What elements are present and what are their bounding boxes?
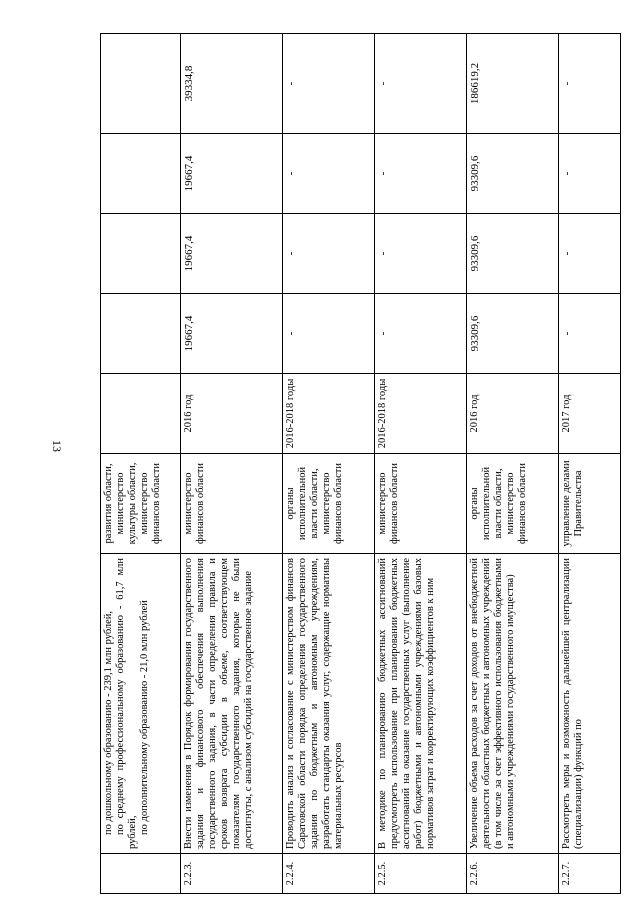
value-3: 19667,4 xyxy=(181,134,283,214)
table-row xyxy=(559,34,621,894)
executor: министерство финансов области xyxy=(181,454,283,554)
value-3 xyxy=(101,134,181,214)
value-total: - xyxy=(375,34,467,134)
value-3: - xyxy=(375,134,467,214)
row-number xyxy=(101,854,181,894)
value-1: - xyxy=(559,294,621,374)
value-2 xyxy=(101,214,181,294)
executor: развития области, министерство культуры области, министерство финансов области xyxy=(101,454,181,554)
value-1: - xyxy=(375,294,467,374)
value-2: 19667,4 xyxy=(181,214,283,294)
measure-name: Рассмотреть меры и возможность дальнейшей централизации (специализации) функций по xyxy=(559,554,621,854)
row-number: 2.2.6. xyxy=(467,854,559,894)
row-number: 2.2.5. xyxy=(375,854,467,894)
table-row xyxy=(283,34,375,894)
term: 2016 год xyxy=(467,374,559,454)
value-2: - xyxy=(375,214,467,294)
value-total: 186619,2 xyxy=(467,34,559,134)
executor: министерство финансов области xyxy=(375,454,467,554)
table-row xyxy=(101,34,181,894)
value-total: - xyxy=(283,34,375,134)
term xyxy=(101,374,181,454)
term: 2016 год xyxy=(181,374,283,454)
row-number: 2.2.3. xyxy=(181,854,283,894)
table-row xyxy=(181,34,283,894)
executor: управление делами Правительства xyxy=(559,454,621,554)
row-number: 2.2.7. xyxy=(559,854,621,894)
page-number: 13 xyxy=(50,440,64,452)
table-row xyxy=(467,34,559,894)
term: 2016-2018 годы xyxy=(375,374,467,454)
measure-name-line: по дошкольному образованию - 239,1 млн рублей, xyxy=(103,610,114,835)
row-number: 2.2.4. xyxy=(283,854,375,894)
value-2: 93309,6 xyxy=(467,214,559,294)
term: 2016-2018 годы xyxy=(283,374,375,454)
value-3: - xyxy=(283,134,375,214)
measure-name: Внести изменения в Порядок формирования государственного задания и финансового обеспечения выполнения государственного задания, в части определения правила и сроков возврата субсидии в объеме, соответствующем показателям государственного задания, которые не были достигнуты, с анализом субсидий на государственное задание xyxy=(181,554,283,854)
value-2: - xyxy=(283,214,375,294)
measures-table-container xyxy=(100,34,620,894)
measure-name: Увеличение объема расходов за счет доходов от внебюджетной деятельности областных бюджетных и автономных учреждений (в том числе за счет эффективного использования бюджетными и автономными учреждениями государственного имущества) xyxy=(467,554,559,854)
value-total xyxy=(101,34,181,134)
measure-name: Проводить анализ и согласование с министерством финансов Саратовской области порядка определения государственного задания по бюджетным и автономным учреждениям, разработать стандарты оказания услуг, содержащие нормативы материальных ресурсов xyxy=(283,554,375,854)
value-1 xyxy=(101,294,181,374)
value-total: - xyxy=(559,34,621,134)
measure-name xyxy=(101,554,181,854)
value-total: 39334,8 xyxy=(181,34,283,134)
executor: органы исполнительной власти области, министерство финансов области xyxy=(467,454,559,554)
value-1: 93309,6 xyxy=(467,294,559,374)
term: 2017 год xyxy=(559,374,621,454)
measure-name-line: по среднему профессиональному образованию - 61,7 млн рублей, xyxy=(115,558,139,849)
value-3: - xyxy=(559,134,621,214)
executor: органы исполнительной власти области, министерство финансов области xyxy=(283,454,375,554)
measures-table xyxy=(100,33,621,894)
value-3: 93309,6 xyxy=(467,134,559,214)
table-row xyxy=(375,34,467,894)
measure-name-line: по дополнительному образованию - 21,0 млн рублей xyxy=(139,600,151,835)
value-1: 19667,4 xyxy=(181,294,283,374)
value-1: - xyxy=(283,294,375,374)
value-2: - xyxy=(559,214,621,294)
measure-name: В методике по планированию бюджетных ассигнований предусмотреть использование при планировании бюджетных ассигнований на оказание государственных услуг (выполнение работ) бюджетными и автономными учреждениями базовых нормативов затрат и корректирующих коэффициентов к ним xyxy=(375,554,467,854)
